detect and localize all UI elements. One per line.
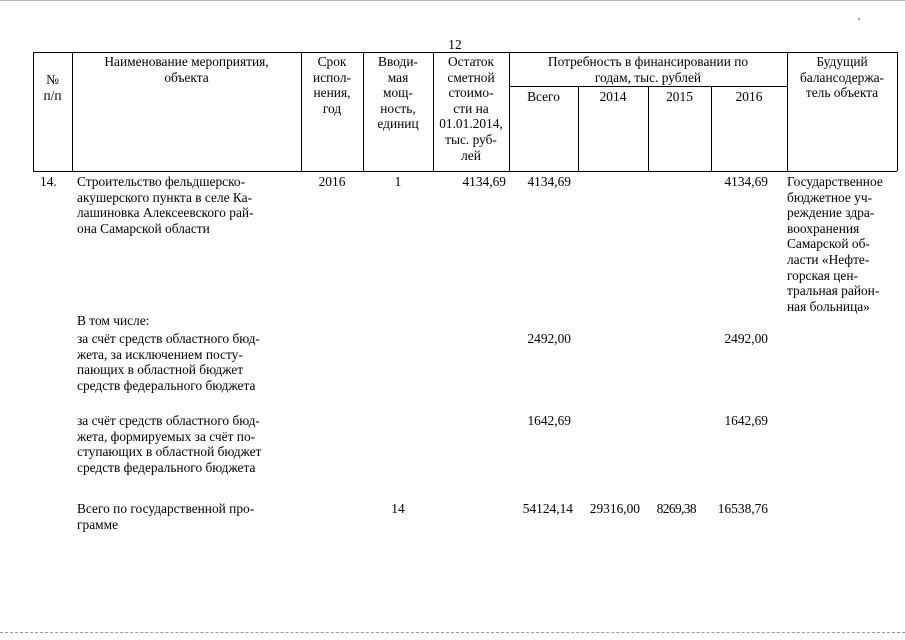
row-total: 4134,69	[527, 174, 571, 189]
scan-speck	[858, 18, 860, 20]
row-term: 2016	[318, 174, 346, 189]
page-number: 12	[448, 37, 462, 52]
scan-edge-top	[0, 0, 905, 3]
row-number: 14.	[40, 174, 57, 189]
header-num: № п/п	[43, 72, 62, 103]
grand-total: 54124,14	[522, 501, 573, 516]
header-funding: Потребность в финансировании по годам, тыс. рублей	[547, 54, 749, 85]
header-total: Всего	[527, 89, 560, 104]
header-name: Наименование мероприятия, объекта	[104, 54, 269, 85]
grand-2014: 29316,00	[589, 501, 640, 516]
grand-2016: 16538,76	[717, 501, 768, 516]
header-2014: 2014	[599, 89, 627, 104]
row-balance-holder: Государственное бюджетное уч- реждение здра- воохранения Самарской об- ласти «Нефте- горская цен- тральная район- ная больница»	[787, 174, 883, 314]
grand-total-label: Всего по государственной про- грамме	[77, 501, 255, 532]
sub-item-regional-budget: за счёт средств областного бюд- жета, за исключением посту- пающих в областной бюджет средств федерального бюджета	[77, 331, 260, 393]
sub1-2016: 2492,00	[724, 331, 768, 346]
sub2-total: 1642,69	[527, 413, 571, 428]
row-remaining-cost: 4134,69	[462, 174, 506, 189]
header-2016: 2016	[735, 89, 763, 104]
scan-edge-bottom	[0, 632, 905, 633]
row-name: Строительство фельдшерско- акушерского пункта в селе Ка- лашиновка Алексеевского рай- она Самарской области	[77, 174, 254, 236]
header-remaining-cost: Остаток сметной стоимо- сти на 01.01.2014, тыс. руб- лей	[439, 54, 503, 163]
grand-capacity: 14	[391, 501, 405, 516]
header-capacity: Вводи- мая мощ- ность, единиц	[377, 54, 419, 132]
sub1-total: 2492,00	[527, 331, 571, 346]
sub2-2016: 1642,69	[724, 413, 768, 428]
including-label: В том числе:	[77, 313, 150, 328]
header-term: Срок испол- нения, год	[313, 54, 351, 116]
grand-2015: 8269,38	[656, 501, 696, 516]
sub-item-federal-funds: за счёт средств областного бюд- жета, формируемых за счёт по- ступающих в областной бюджет средств федерального бюджета	[77, 413, 262, 475]
header-balance-holder: Будущий балансодержа- тель объекта	[799, 54, 885, 101]
row-2016: 4134,69	[724, 174, 768, 189]
row-capacity: 1	[394, 174, 402, 189]
header-2015: 2015	[666, 89, 693, 104]
